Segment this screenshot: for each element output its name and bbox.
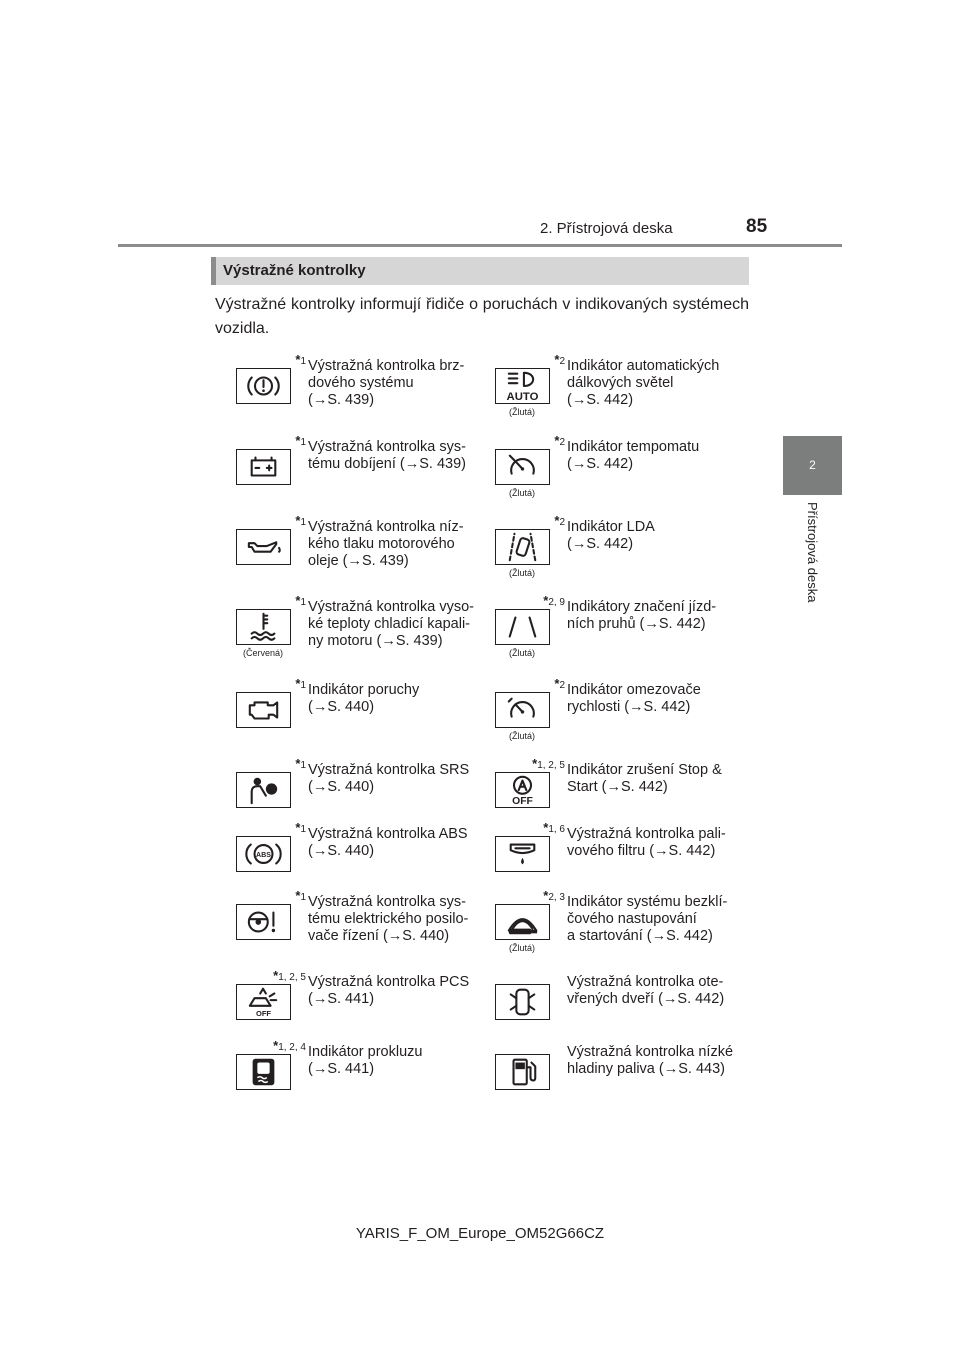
indicator-description	[308, 762, 484, 796]
lane-departure-icon	[495, 529, 550, 565]
indicator-description-line: tému elektrického posilo-	[308, 911, 469, 927]
indicator-description-line: (→S. 442)	[567, 456, 634, 472]
battery-charge-icon	[236, 449, 291, 485]
header-chapter-title: 2. Přístrojová deska	[540, 220, 673, 237]
indicator-description	[308, 826, 484, 860]
indicator-description-line: (→S. 440)	[308, 779, 375, 795]
indicator-description-line: Výstražná kontrolka nízké	[567, 1044, 734, 1060]
footnote-asterisk: *	[273, 1038, 279, 1053]
srs-airbag-icon	[236, 772, 291, 808]
side-tab-label-text: Přístrojová deska	[805, 502, 820, 603]
footnote-number: 2	[559, 517, 565, 528]
indicator-description-line: Indikátor poruchy	[308, 682, 420, 698]
indicator-description-line: oleje (→S. 439)	[308, 553, 409, 569]
footnote-number: 2	[559, 680, 565, 691]
indicator-description	[567, 519, 743, 553]
coolant-temperature-icon	[236, 609, 291, 645]
side-tab-number: 2	[783, 436, 842, 495]
indicator-description-line: Indikátor omezovače	[567, 682, 701, 698]
speed-limiter-icon	[495, 692, 550, 728]
footnote-asterisk: *	[543, 593, 549, 608]
fuel-filter-icon	[495, 836, 550, 872]
indicator-description-line: Indikátory značení jízd-	[567, 599, 717, 615]
indicator-description	[308, 519, 484, 570]
footnote-asterisk: *	[273, 968, 279, 983]
footnote-number: 1	[300, 824, 306, 835]
footnote-marker	[236, 888, 306, 903]
indicator-description-line: ké teploty chladicí kapali-	[308, 616, 470, 632]
indicator-description-line: (→S. 442)	[567, 392, 634, 408]
footnote-marker	[495, 820, 565, 835]
footnote-marker	[495, 676, 565, 691]
footnote-number: 1, 2, 5	[537, 760, 565, 771]
indicator-description-line: tému dobíjení (→S. 439)	[308, 456, 466, 472]
slip-indicator-icon	[236, 1054, 291, 1090]
abs-label: ABS	[256, 850, 271, 859]
footnote-asterisk: *	[554, 433, 560, 448]
indicator-description-line: Indikátor tempomatu	[567, 439, 700, 455]
indicator-color-note: (Žlutá)	[508, 568, 535, 578]
indicator-description	[567, 358, 743, 409]
indicator-description-line: dového systému	[308, 375, 414, 391]
indicator-description-line: ny motoru (→S. 439)	[308, 633, 443, 649]
footnote-asterisk: *	[554, 352, 560, 367]
footnote-number: 2	[559, 356, 565, 367]
indicator-description	[567, 599, 743, 633]
indicator-description-line: Výstražná kontrolka SRS	[308, 762, 470, 778]
footnote-asterisk: *	[295, 676, 301, 691]
indicator-description-line: vače řízení (→S. 440)	[308, 928, 450, 944]
indicator-description-line: ních pruhů (→S. 442)	[567, 616, 706, 632]
cruise-control-icon	[495, 449, 550, 485]
indicator-description-line: hladiny paliva (→S. 443)	[567, 1061, 725, 1077]
footnote-marker	[495, 513, 565, 528]
indicator-description	[308, 682, 484, 716]
indicator-description-line: Start (→S. 442)	[567, 779, 668, 795]
low-fuel-icon	[495, 1054, 550, 1090]
indicator-description-line: Výstražná kontrolka níz-	[308, 519, 464, 535]
off-label: OFF	[512, 796, 533, 807]
footnote-number: 1, 2, 4	[278, 1042, 306, 1053]
indicator-description-line: rychlosti (→S. 442)	[567, 699, 691, 715]
indicator-description-line: (→S. 440)	[308, 843, 375, 859]
section-intro: Výstražné kontrolky informují řidiče o poruchách v indikovaných systémech vozidla.	[215, 296, 749, 337]
indicator-description-line: Výstražná kontrolka ABS	[308, 826, 468, 842]
lane-markings-icon	[495, 609, 550, 645]
auto-high-beam-icon	[495, 368, 550, 404]
footnote-marker	[495, 593, 565, 608]
indicator-description-line: Indikátor prokluzu	[308, 1044, 423, 1060]
footnote-marker	[236, 756, 306, 771]
footnote-asterisk: *	[295, 433, 301, 448]
footnote-number: 1	[300, 680, 306, 691]
footnote-asterisk: *	[295, 820, 301, 835]
footnote-marker	[495, 756, 565, 771]
footnote-number: 1	[300, 356, 306, 367]
indicator-description-line: Výstražná kontrolka brz-	[308, 358, 465, 374]
indicator-description	[567, 682, 743, 716]
footnote-marker	[495, 433, 565, 448]
footnote-asterisk: *	[295, 593, 301, 608]
indicator-description-line: Výstražná kontrolka pali-	[567, 826, 726, 842]
footnote-asterisk: *	[295, 513, 301, 528]
footnote-asterisk: *	[554, 676, 560, 691]
indicator-description	[308, 439, 484, 473]
smart-key-icon	[495, 904, 550, 940]
off-label: OFF	[255, 1009, 272, 1019]
oil-pressure-icon	[236, 529, 291, 565]
footnote-number: 2, 3	[548, 892, 565, 903]
indicator-description-line: vového filtru (→S. 442)	[567, 843, 716, 859]
footnote-asterisk: *	[295, 756, 301, 771]
footnote-marker	[236, 676, 306, 691]
brake-warning-icon	[236, 368, 291, 404]
footnote-asterisk: *	[554, 513, 560, 528]
indicator-description	[308, 358, 484, 409]
auto-label: AUTO	[506, 391, 539, 403]
indicator-description	[567, 894, 743, 945]
footnote-marker	[495, 888, 565, 903]
indicator-description-line: Výstražná kontrolka ote-	[567, 974, 724, 990]
footnote-number: 1, 6	[548, 824, 565, 835]
indicator-description-line: kého tlaku motorového	[308, 536, 455, 552]
indicator-description	[308, 1044, 484, 1078]
footnote-asterisk: *	[532, 756, 538, 771]
indicator-description	[567, 439, 743, 473]
indicator-description-line: čového nastupování	[567, 911, 697, 927]
indicator-description-line: Výstražná kontrolka PCS	[308, 974, 470, 990]
indicator-description	[567, 1044, 743, 1078]
indicator-description	[308, 974, 484, 1008]
abs-icon	[236, 836, 291, 872]
footnote-number: 2	[559, 437, 565, 448]
indicator-description-line: Výstražná kontrolka vyso-	[308, 599, 475, 615]
indicator-description-line: (→S. 440)	[308, 699, 375, 715]
indicator-description	[567, 974, 743, 1008]
page-number: 85	[746, 216, 768, 237]
indicator-description	[308, 599, 484, 650]
indicator-color-note: (Červená)	[242, 648, 283, 658]
indicator-description	[308, 894, 484, 945]
footnote-marker	[236, 433, 306, 448]
footnote-number: 1	[300, 760, 306, 771]
indicator-description-line: a startování (→S. 442)	[567, 928, 713, 944]
footnote-marker	[236, 513, 306, 528]
indicator-description-line: Indikátor automatických	[567, 358, 720, 374]
footnote-marker	[236, 820, 306, 835]
indicator-color-note: (Žlutá)	[508, 943, 535, 953]
indicator-description-line: (→S. 441)	[308, 991, 375, 1007]
header-rule	[118, 244, 842, 247]
pcs-off-icon	[236, 984, 291, 1020]
power-steering-icon	[236, 904, 291, 940]
footnote-asterisk: *	[295, 888, 301, 903]
section-heading-bar	[211, 257, 749, 285]
indicator-color-note: (Žlutá)	[508, 407, 535, 417]
indicator-description-line: vřených dveří (→S. 442)	[567, 991, 725, 1007]
indicator-color-note: (Žlutá)	[508, 488, 535, 498]
check-engine-icon	[236, 692, 291, 728]
indicator-description-line: Indikátor LDA	[567, 519, 655, 535]
section-title: Výstražné kontrolky	[223, 262, 366, 279]
indicator-color-note: (Žlutá)	[508, 648, 535, 658]
footnote-marker	[236, 968, 306, 983]
indicator-description-line: Výstražná kontrolka sys-	[308, 439, 466, 455]
indicator-description-line: (→S. 439)	[308, 392, 375, 408]
door-open-icon	[495, 984, 550, 1020]
footnote-marker	[236, 1038, 306, 1053]
footnote-number: 1	[300, 892, 306, 903]
indicator-description	[567, 826, 743, 860]
indicator-color-note: (Žlutá)	[508, 731, 535, 741]
footer-doc-id: YARIS_F_OM_Europe_OM52G66CZ	[355, 1225, 605, 1242]
indicator-description-line: (→S. 441)	[308, 1061, 375, 1077]
indicator-description-line: Indikátor systému bezklí-	[567, 894, 728, 910]
footnote-asterisk: *	[543, 888, 549, 903]
footnote-marker	[236, 593, 306, 608]
indicator-description-line: Indikátor zrušení Stop &	[567, 762, 722, 778]
side-tab-label	[783, 502, 842, 622]
footnote-asterisk: *	[295, 352, 301, 367]
footnote-number: 2, 9	[548, 597, 565, 608]
footnote-number: 1	[300, 437, 306, 448]
indicator-description-line: dálkových světel	[567, 375, 674, 391]
footnote-marker	[495, 352, 565, 367]
indicator-description	[567, 762, 743, 796]
section-heading-accent	[211, 257, 216, 285]
stop-start-off-icon	[495, 772, 550, 808]
footnote-number: 1, 2, 5	[278, 972, 306, 983]
footnote-number: 1	[300, 517, 306, 528]
footnote-asterisk: *	[543, 820, 549, 835]
indicator-description-line: Výstražná kontrolka sys-	[308, 894, 466, 910]
footnote-marker	[236, 352, 306, 367]
footnote-number: 1	[300, 597, 306, 608]
indicator-description-line: (→S. 442)	[567, 536, 634, 552]
